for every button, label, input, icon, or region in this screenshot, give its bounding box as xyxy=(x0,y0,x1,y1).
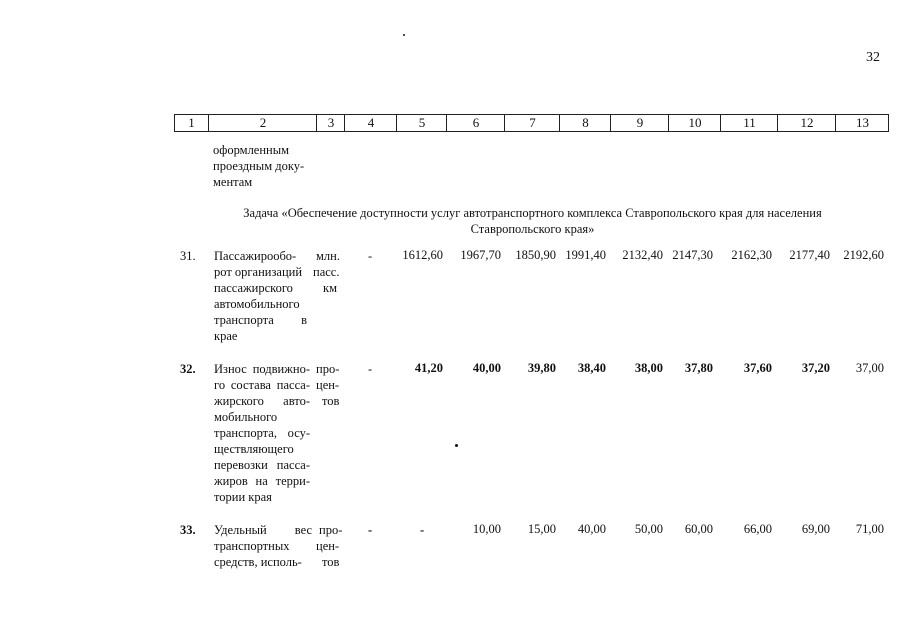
value-cell: 37,00 xyxy=(855,361,884,375)
name-line: транспорта в xyxy=(214,313,307,327)
task-heading-line: Задача «Обеспечение доступности услуг автотранспортного комплекса Ставропольского края для населения xyxy=(243,206,822,220)
col4-value: - xyxy=(368,362,373,376)
value-cell: 10,00 xyxy=(472,522,501,536)
unit-line: млн. xyxy=(316,249,340,263)
name-line: Износ подвижно- xyxy=(214,362,310,376)
header-cell: 13 xyxy=(835,115,889,131)
name-line: ществляющего xyxy=(214,442,294,456)
value-cell: 2192,60 xyxy=(843,248,884,262)
task-heading xyxy=(180,205,885,237)
header-cell: 11 xyxy=(720,115,778,131)
name-line: Пассажирообо- xyxy=(214,249,297,263)
row-indicator-name xyxy=(214,361,310,505)
value-cell: 40,00 xyxy=(472,361,501,375)
header-cell: 5 xyxy=(396,115,447,131)
value-cell: 69,00 xyxy=(801,522,830,536)
value-cell: 66,00 xyxy=(743,522,772,536)
unit-line: тов xyxy=(322,394,340,408)
name-line: средств, исполь- xyxy=(214,555,302,569)
value-cell: 15,00 xyxy=(527,522,556,536)
name-line: жиров на терри- xyxy=(214,474,310,488)
name-line: крае xyxy=(214,329,238,343)
header-cell: 1 xyxy=(188,115,195,130)
unit-line: про- xyxy=(319,523,343,537)
name-line: транспорта, осу- xyxy=(214,426,310,440)
header-cell: 2 xyxy=(208,115,317,131)
value-cell: 1612,60 xyxy=(402,248,443,262)
col4-value: - xyxy=(368,249,373,263)
name-line: автомобильного xyxy=(214,297,300,311)
value-cell: 37,20 xyxy=(801,361,830,375)
header-cell: 12 xyxy=(777,115,836,131)
name-line: тории края xyxy=(214,490,272,504)
value-cell: 60,00 xyxy=(684,522,713,536)
value-cell: 2147,30 xyxy=(672,248,713,262)
name-line: рот организаций xyxy=(214,265,303,279)
name-line: мобильного xyxy=(214,410,278,424)
unit-line: пасс. xyxy=(313,265,340,279)
name-line: жирского авто- xyxy=(214,394,310,408)
value-cell: 71,00 xyxy=(855,522,884,536)
scan-speck xyxy=(403,34,405,36)
page-number: 32 xyxy=(866,50,880,65)
value-cell: 37,80 xyxy=(684,361,713,375)
value-cell: 1991,40 xyxy=(565,248,606,262)
name-line: пассажирского xyxy=(214,281,293,295)
value-cell: 1850,90 xyxy=(515,248,556,262)
header-cell: 9 xyxy=(610,115,669,131)
row-indicator-name xyxy=(214,248,307,344)
col4-value: - xyxy=(368,523,373,537)
task-heading-line: Ставропольского края» xyxy=(470,222,595,236)
row-indicator-name xyxy=(214,522,312,570)
row-number: 31. xyxy=(180,249,196,263)
header-cell: 7 xyxy=(504,115,560,131)
value-cell: 37,60 xyxy=(743,361,772,375)
value-cell: 38,00 xyxy=(634,361,663,375)
scan-speck xyxy=(455,444,458,447)
table-header-row xyxy=(174,114,889,132)
value-cell: 40,00 xyxy=(577,522,606,536)
value-cell: 2177,40 xyxy=(789,248,830,262)
header-cell: 8 xyxy=(559,115,611,131)
unit-line: тов xyxy=(322,555,340,569)
unit-line: цен- xyxy=(316,378,340,392)
value-cell: 38,40 xyxy=(577,361,606,375)
name-line: перевозки пасса- xyxy=(214,458,310,472)
value-cell: 2162,30 xyxy=(731,248,772,262)
header-cell: 4 xyxy=(344,115,397,131)
name-line: транспортных xyxy=(214,539,290,553)
carryover-line: ментам xyxy=(213,175,253,189)
header-cell: 10 xyxy=(668,115,721,131)
value-cell: 2132,40 xyxy=(622,248,663,262)
header-cell: 6 xyxy=(446,115,505,131)
row-number: 33. xyxy=(180,523,196,537)
value-cell: 1967,70 xyxy=(460,248,501,262)
col5-value: - xyxy=(420,523,425,537)
name-line: Удельный вес xyxy=(214,523,312,537)
name-line: го состава пасса- xyxy=(214,378,310,392)
value-cell: 41,20 xyxy=(414,361,443,375)
unit-line: про- xyxy=(316,362,340,376)
carryover-line: проездным доку- xyxy=(213,159,305,173)
unit-line: цен- xyxy=(316,539,340,553)
unit-line: км xyxy=(323,281,337,295)
carryover-line: оформленным xyxy=(213,143,290,157)
value-cell: 50,00 xyxy=(634,522,663,536)
value-cell: 39,80 xyxy=(527,361,556,375)
row-number: 32. xyxy=(180,362,196,376)
header-cell: 3 xyxy=(316,115,345,131)
